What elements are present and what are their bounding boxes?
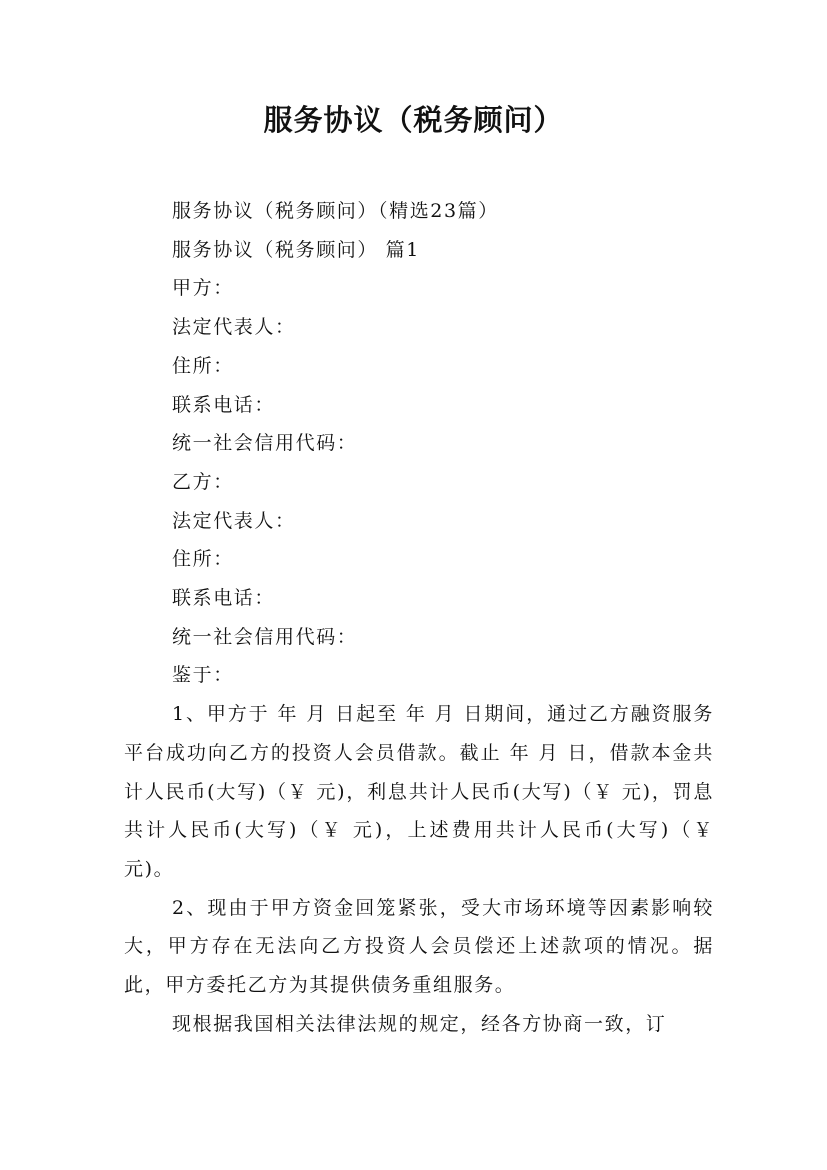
- party-b-address: 住所：: [172, 548, 234, 571]
- party-a-credit-code: 统一社会信用代码：: [172, 432, 358, 455]
- party-a-representative: 法定代表人：: [172, 316, 296, 339]
- party-a-label: 甲方：: [172, 277, 234, 300]
- whereas-heading: 鉴于：: [172, 664, 234, 687]
- document-title: 服务协议（税务顾问）: [263, 103, 564, 137]
- party-a-address: 住所：: [172, 354, 234, 377]
- clause-paragraph-2: 2、现由于甲方资金回笼紧张，受大市场环境等因素影响较大，甲方存在无法向乙方投资人会员偿还上述款项的情况。据此，甲方委托乙方为其提供债务重组服务。: [124, 896, 714, 997]
- party-b-label: 乙方：: [172, 470, 234, 493]
- document-body: [124, 192, 714, 1043]
- party-a-phone: 联系电话：: [172, 393, 276, 416]
- agreement-intro-paragraph: 现根据我国相关法律法规的规定，经各方协商一致，订: [172, 1012, 667, 1035]
- party-b-representative: 法定代表人：: [172, 509, 296, 532]
- party-b-phone: 联系电话：: [172, 587, 276, 610]
- section-heading: 服务协议（税务顾问） 篇1: [172, 238, 420, 261]
- party-b-credit-code: 统一社会信用代码：: [172, 625, 358, 648]
- document-subtitle: 服务协议（税务顾问）（精选23篇）: [172, 200, 499, 222]
- clause-paragraph-1: 1、甲方于 年 月 日起至 年 月 日期间，通过乙方融资服务平台成功向乙方的投资人会员借款。截止 年 月 日，借款本金共计人民币(大写)（￥ 元)，利息共计人民币(大写)（￥ 元)，罚息共计人民币(大写)（￥ 元)，上述费用共计人民币(大写)（￥ 元)。: [124, 703, 714, 880]
